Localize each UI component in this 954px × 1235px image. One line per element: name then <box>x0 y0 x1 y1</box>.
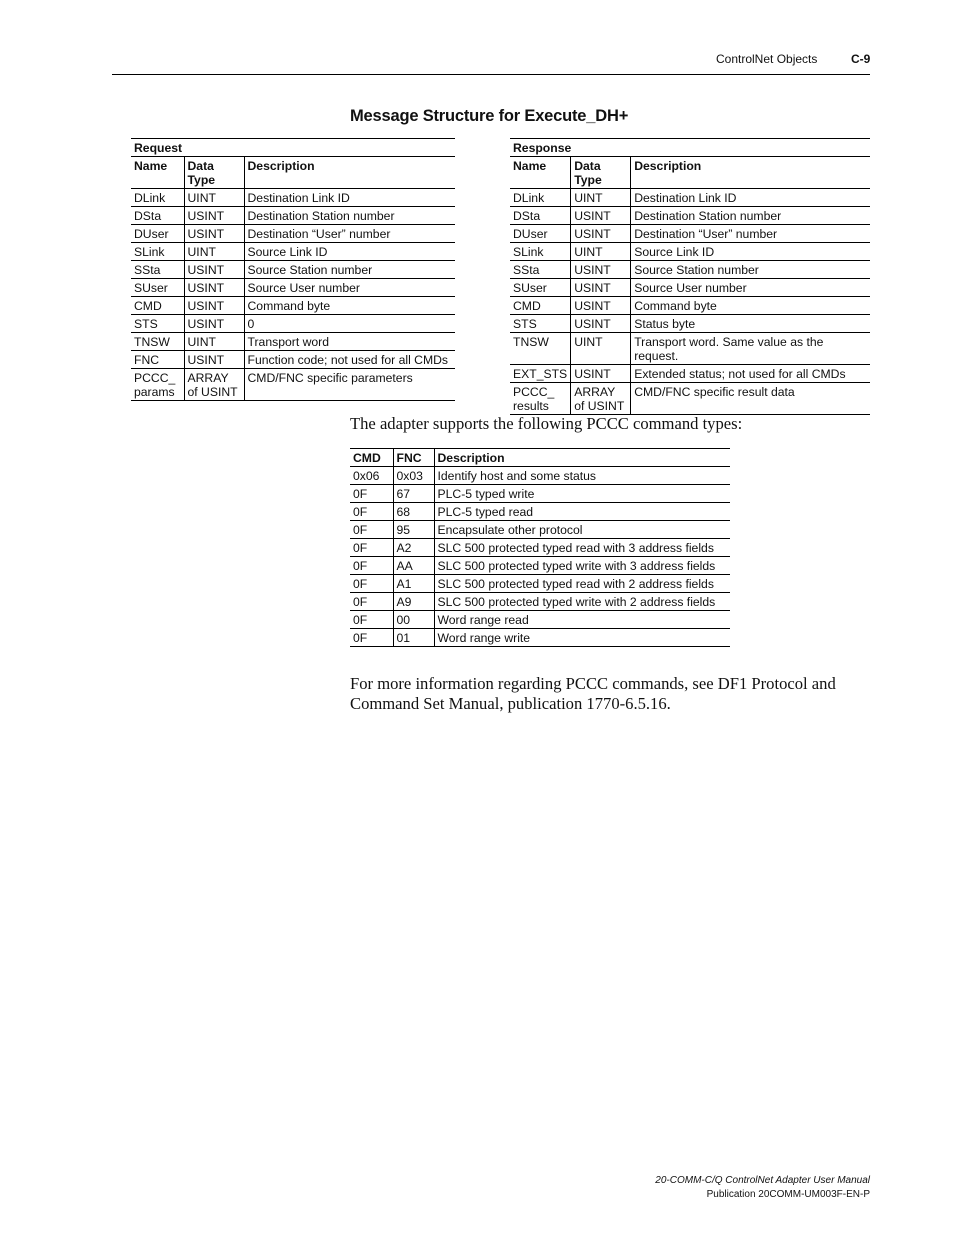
table-cell: 0F <box>350 575 393 593</box>
table-cell: 0F <box>350 539 393 557</box>
table-cell: SLC 500 protected typed read with 3 address fields <box>434 539 730 557</box>
footer-publication: Publication 20COMM-UM003F-EN-P <box>706 1189 870 1200</box>
request-table <box>131 138 455 401</box>
table-cell: 0F <box>350 557 393 575</box>
table-cell: CMD/FNC specific result data <box>631 383 870 415</box>
table-cell: Identify host and some status <box>434 467 730 485</box>
table-cell: 0F <box>350 485 393 503</box>
table-cell: Source Link ID <box>631 243 870 261</box>
table-cell: SUser <box>510 279 571 297</box>
table-cell: Destination Station number <box>244 207 455 225</box>
table-cell: USINT <box>571 365 631 383</box>
table-cell: 0x06 <box>350 467 393 485</box>
table-cell: STS <box>131 315 184 333</box>
table-row <box>510 297 870 315</box>
header-rule <box>112 74 870 75</box>
more-info-paragraph: For more information regarding PCCC commands, see DF1 Protocol and Command Set Manual, publication 1770-6.5.16. <box>350 674 836 713</box>
table-row <box>510 225 870 243</box>
table-cell: EXT_STS <box>510 365 571 383</box>
table-cell: USINT <box>184 297 244 315</box>
table-cell: PCCC_ results <box>510 383 571 415</box>
table-cell: USINT <box>571 261 631 279</box>
table-cell: DUser <box>510 225 571 243</box>
table-cell: Source Link ID <box>244 243 455 261</box>
table-row <box>350 575 730 593</box>
table-cell: Destination “User” number <box>631 225 870 243</box>
table-row <box>350 557 730 575</box>
table-row <box>510 365 870 383</box>
table-cell: SLC 500 protected typed read with 2 address fields <box>434 575 730 593</box>
table-cell: 68 <box>393 503 434 521</box>
table-cell: ARRAY of USINT <box>184 369 244 401</box>
table-cell: Function code; not used for all CMDs <box>244 351 455 369</box>
table-cell: 0 <box>244 315 455 333</box>
table-cell: UINT <box>184 189 244 207</box>
table-cell: Word range read <box>434 611 730 629</box>
table-cell: A9 <box>393 593 434 611</box>
table-cell: Destination Link ID <box>244 189 455 207</box>
column-header: Description <box>434 449 730 467</box>
table-cell: SUser <box>131 279 184 297</box>
table-row <box>510 315 870 333</box>
table-row <box>510 333 870 365</box>
table-cell: USINT <box>184 351 244 369</box>
table-row <box>350 611 730 629</box>
response-table-caption: Response <box>510 139 870 157</box>
table-cell: 0F <box>350 521 393 539</box>
table-cell: SLink <box>131 243 184 261</box>
column-header: Data Type <box>571 157 631 189</box>
table-cell: Source User number <box>631 279 870 297</box>
table-cell: Source User number <box>244 279 455 297</box>
table-row <box>131 207 455 225</box>
table-cell: Destination Link ID <box>631 189 870 207</box>
table-cell: CMD <box>131 297 184 315</box>
table-cell: 0F <box>350 611 393 629</box>
table-row <box>131 333 455 351</box>
column-header: Data Type <box>184 157 244 189</box>
table-cell: TNSW <box>510 333 571 365</box>
table-cell: Destination Station number <box>631 207 870 225</box>
table-cell: TNSW <box>131 333 184 351</box>
table-cell: DSta <box>510 207 571 225</box>
section-title: Message Structure for Execute_DH+ <box>350 107 629 125</box>
table-cell: 00 <box>393 611 434 629</box>
table-row <box>131 297 455 315</box>
table-cell: Transport word. Same value as the request. <box>631 333 870 365</box>
table-row <box>350 467 730 485</box>
table-cell: PLC-5 typed write <box>434 485 730 503</box>
table-cell: CMD/FNC specific parameters <box>244 369 455 401</box>
table-row <box>350 503 730 521</box>
request-table-caption: Request <box>131 139 455 157</box>
column-header: Name <box>131 157 184 189</box>
table-cell: 01 <box>393 629 434 647</box>
table-row <box>510 279 870 297</box>
table-cell: SLink <box>510 243 571 261</box>
column-header: FNC <box>393 449 434 467</box>
table-cell: Source Station number <box>631 261 870 279</box>
table-cell: USINT <box>184 261 244 279</box>
table-cell: Transport word <box>244 333 455 351</box>
table-cell: STS <box>510 315 571 333</box>
table-row <box>131 261 455 279</box>
table-row <box>510 383 870 415</box>
table-row <box>350 629 730 647</box>
table-cell: PCCC_ params <box>131 369 184 401</box>
pccc-command-table <box>350 448 730 647</box>
running-header-title: ControlNet Objects <box>716 52 818 66</box>
table-cell: ARRAY of USINT <box>571 383 631 415</box>
table-row <box>131 189 455 207</box>
table-cell: 67 <box>393 485 434 503</box>
table-cell: USINT <box>184 207 244 225</box>
table-cell: Word range write <box>434 629 730 647</box>
response-table <box>510 138 870 415</box>
table-row <box>131 225 455 243</box>
table-cell: AA <box>393 557 434 575</box>
page-number: C-9 <box>851 52 871 66</box>
table-row <box>131 243 455 261</box>
table-cell: USINT <box>184 225 244 243</box>
table-cell: CMD <box>510 297 571 315</box>
table-cell: Extended status; not used for all CMDs <box>631 365 870 383</box>
table-cell: PLC-5 typed read <box>434 503 730 521</box>
table-row <box>510 207 870 225</box>
table-cell: USINT <box>184 315 244 333</box>
table-cell: 0F <box>350 629 393 647</box>
table-cell: UINT <box>571 243 631 261</box>
table-cell: Command byte <box>631 297 870 315</box>
table-row <box>350 485 730 503</box>
table-cell: USINT <box>571 315 631 333</box>
column-header: Name <box>510 157 571 189</box>
column-header: Description <box>244 157 455 189</box>
column-header: CMD <box>350 449 393 467</box>
table-cell: DUser <box>131 225 184 243</box>
table-cell: USINT <box>184 279 244 297</box>
table-cell: UINT <box>184 243 244 261</box>
table-cell: 0F <box>350 593 393 611</box>
table-cell: USINT <box>571 207 631 225</box>
intro-paragraph: The adapter supports the following PCCC command types: <box>350 414 743 433</box>
table-cell: FNC <box>131 351 184 369</box>
table-cell: Destination “User” number <box>244 225 455 243</box>
table-row <box>131 351 455 369</box>
table-cell: Source Station number <box>244 261 455 279</box>
table-cell: 95 <box>393 521 434 539</box>
table-cell: SLC 500 protected typed write with 3 address fields <box>434 557 730 575</box>
table-row <box>131 279 455 297</box>
table-row <box>510 243 870 261</box>
table-cell: UINT <box>571 189 631 207</box>
table-cell: UINT <box>184 333 244 351</box>
table-row <box>131 315 455 333</box>
table-row <box>350 593 730 611</box>
table-cell: 0F <box>350 503 393 521</box>
table-cell: DSta <box>131 207 184 225</box>
table-cell: 0x03 <box>393 467 434 485</box>
table-cell: USINT <box>571 279 631 297</box>
table-cell: A2 <box>393 539 434 557</box>
footer-manual-title: 20-COMM-C/Q ControlNet Adapter User Manual <box>655 1175 870 1186</box>
table-cell: Status byte <box>631 315 870 333</box>
table-cell: Command byte <box>244 297 455 315</box>
table-cell: SLC 500 protected typed write with 2 address fields <box>434 593 730 611</box>
table-cell: DLink <box>510 189 571 207</box>
table-row <box>510 189 870 207</box>
table-cell: UINT <box>571 333 631 365</box>
table-cell: DLink <box>131 189 184 207</box>
table-row <box>350 539 730 557</box>
table-cell: USINT <box>571 225 631 243</box>
table-row <box>510 261 870 279</box>
table-cell: A1 <box>393 575 434 593</box>
table-row <box>131 369 455 401</box>
table-row <box>350 521 730 539</box>
table-cell: SSta <box>510 261 571 279</box>
table-cell: USINT <box>571 297 631 315</box>
table-cell: SSta <box>131 261 184 279</box>
table-cell: Encapsulate other protocol <box>434 521 730 539</box>
column-header: Description <box>631 157 870 189</box>
